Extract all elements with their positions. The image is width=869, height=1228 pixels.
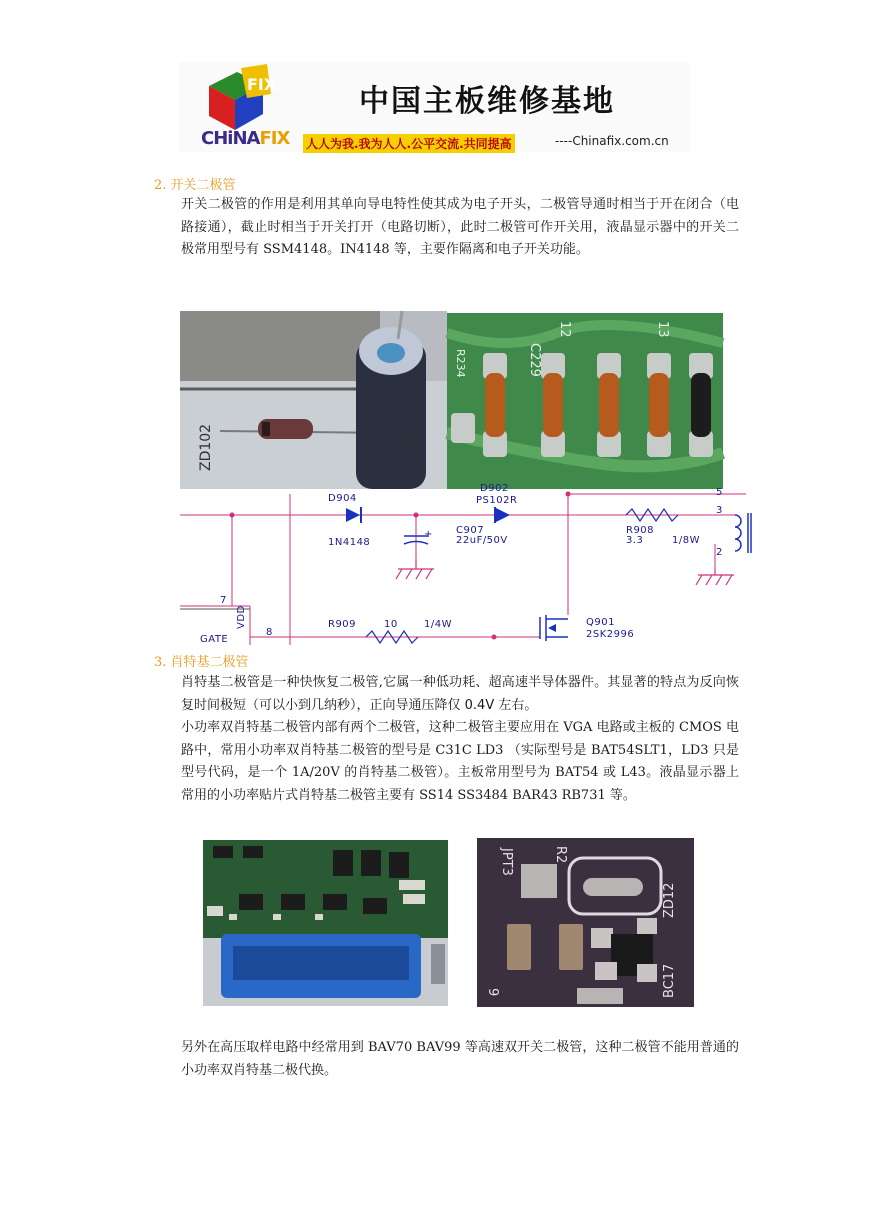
svg-text:1N4148: 1N4148 bbox=[328, 537, 371, 548]
svg-text:5: 5 bbox=[716, 487, 723, 498]
photo-vga-board bbox=[203, 840, 448, 1006]
svg-text:3: 3 bbox=[716, 505, 723, 516]
svg-text:D904: D904 bbox=[328, 493, 357, 504]
svg-text:1/4W: 1/4W bbox=[424, 619, 452, 630]
diode-d902-icon bbox=[496, 508, 510, 522]
svg-text:JPT3: JPT3 bbox=[499, 848, 514, 876]
svg-text:Q901: Q901 bbox=[586, 617, 615, 628]
svg-text:BC17: BC17 bbox=[662, 963, 677, 998]
svg-text:10: 10 bbox=[384, 619, 398, 630]
site-slogan: 人人为我.我为人人.公平交流.共同提高 bbox=[303, 134, 515, 153]
svg-text:C907: C907 bbox=[456, 525, 485, 536]
svg-text:R909: R909 bbox=[328, 619, 357, 630]
svg-text:R2: R2 bbox=[553, 846, 568, 864]
svg-text:C104: C104 bbox=[404, 425, 419, 459]
section-3-heading: 3. 肖特基二极管 bbox=[154, 655, 249, 670]
svg-text:2SK2996: 2SK2996 bbox=[586, 629, 635, 640]
svg-text:ZD12: ZD12 bbox=[662, 882, 677, 918]
svg-text:ZD102: ZD102 bbox=[198, 423, 214, 471]
section-2-paragraph: 开关二极管的作用是利用其单向导电特性使其成为电子开头，二极管导通时相当于开在闭合（电路接通），截止时相当于开关打开（电路切断），此时二极管可作开关用，液晶显示器中的开关二极常用型号有 SSM4148。IN4148 等，主要作隔离和电子开关功能。 bbox=[181, 197, 739, 257]
svg-text:7: 7 bbox=[220, 595, 227, 606]
svg-text:C229: C229 bbox=[527, 343, 542, 377]
svg-text:+: + bbox=[424, 529, 433, 540]
logo-wordmark: CHiNAFIX bbox=[201, 128, 290, 149]
diode-d904-icon bbox=[346, 508, 360, 522]
svg-text:3.3: 3.3 bbox=[626, 535, 644, 546]
section-3-paragraph-3: 另外在高压取样电路中经常用到 BAV70 BAV99 等高速双开关二极管，这种二极管不能用普通的小功率双肖特基二极代换。 bbox=[181, 1040, 739, 1078]
site-url: ----Chinafix.com.cn bbox=[555, 134, 669, 148]
site-banner bbox=[179, 62, 690, 152]
svg-text:R908: R908 bbox=[626, 525, 655, 536]
svg-text:9: 9 bbox=[485, 988, 500, 997]
svg-text:12: 12 bbox=[557, 321, 572, 338]
section-3-paragraph-2: 小功率双肖特基二极管内部有两个二极管，这种二极管主要应用在 VGA 电路或主板的 CMOS 电路中，常用小功率双肖特基二极管的型号是 C31C LD3 （实际型号是 BAT54SLT1，LD3 只是型号代码，是一个 1A/20V 的肖特基二极管）。主板常用型号为 BAT54 或 L43。液晶显示器上常用的小功率贴片式肖特基二极管主要有 SS14 SS3484 BAR43 RB731 等。 bbox=[181, 720, 739, 803]
photo-smd-schottky bbox=[477, 838, 694, 1007]
transformer-icon bbox=[735, 513, 751, 553]
svg-text:D902: D902 bbox=[480, 483, 509, 494]
svg-text:22uF/50V: 22uF/50V bbox=[456, 535, 508, 546]
svg-text:VDD: VDD bbox=[236, 605, 247, 629]
section-3-paragraph-1: 肖特基二极管是一种快恢复二极管,它属一种低功耗、超高速半导体器件。其显著的特点为反向恢复时间极短（可以小到几纳秒），正向导通压降仅 0.4V 左右。 bbox=[181, 675, 739, 713]
chinafix-logo-icon bbox=[201, 64, 277, 132]
svg-text:13: 13 bbox=[655, 321, 670, 338]
schematic-diagram bbox=[180, 483, 750, 645]
svg-text:PS102R: PS102R bbox=[476, 495, 518, 506]
svg-text:2: 2 bbox=[716, 547, 723, 558]
svg-text:8: 8 bbox=[266, 627, 273, 638]
svg-text:R234: R234 bbox=[454, 349, 467, 378]
svg-text:FIX: FIX bbox=[247, 75, 277, 94]
photo-zener-diode-board bbox=[180, 311, 447, 489]
site-title: 中国主板维修基地 bbox=[359, 84, 615, 119]
svg-text:GATE: GATE bbox=[200, 634, 229, 645]
section-2-heading: 2. 开关二极管 bbox=[154, 178, 236, 193]
photo-switching-diodes-pcb bbox=[447, 313, 723, 489]
svg-text:1/8W: 1/8W bbox=[672, 535, 700, 546]
